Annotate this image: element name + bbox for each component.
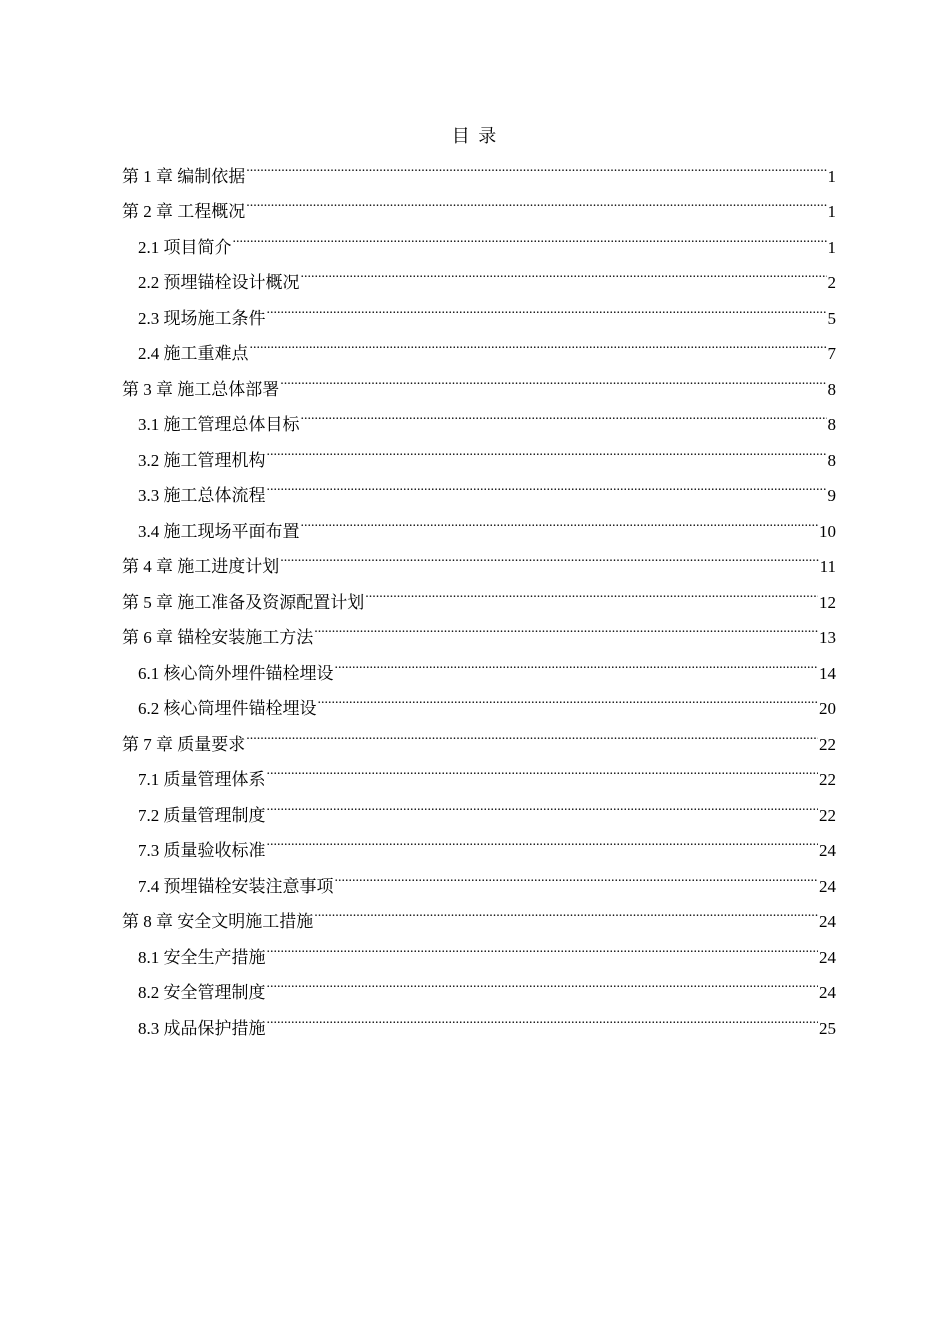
toc-dot-leader <box>267 998 819 1034</box>
toc-dot-leader <box>314 608 818 644</box>
toc-dot-leader <box>233 217 827 253</box>
toc-dot-leader <box>301 501 819 537</box>
toc-entry-page-number: 14 <box>819 663 836 683</box>
toc-entry-page-number: 13 <box>819 628 836 647</box>
toc-dot-leader <box>246 146 826 182</box>
toc-entry-page-number: 11 <box>819 557 836 576</box>
toc-entry-label: 7.3 质量验收标准 <box>138 841 266 860</box>
toc-entry-page-number: 25 <box>819 1018 836 1038</box>
toc-dot-leader <box>335 643 819 679</box>
toc-entry-label: 第 6 章 锚栓安装施工方法 <box>122 628 314 647</box>
toc-dot-leader <box>267 288 827 324</box>
toc-entry-label: 8.2 安全管理制度 <box>138 983 266 1002</box>
toc-entry-page-number: 8 <box>827 450 836 470</box>
toc-entry-label: 8.1 安全生产措施 <box>138 947 266 967</box>
toc-dot-leader <box>335 856 819 892</box>
toc-entry-label: 2.2 预埋锚栓设计概况 <box>138 273 300 292</box>
toc-entry-label: 2.3 现场施工条件 <box>138 308 266 328</box>
toc-dot-leader <box>267 466 827 502</box>
toc-dot-leader <box>267 927 819 963</box>
toc-entry-page-number: 24 <box>819 912 836 931</box>
toc-dot-leader <box>267 821 819 857</box>
toc-dot-leader <box>246 714 818 750</box>
toc-entry-label: 第 2 章 工程概况 <box>122 202 246 221</box>
toc-entry-label: 7.4 预埋锚栓安装注意事项 <box>138 876 334 896</box>
toc-entry-label: 7.1 质量管理体系 <box>138 770 266 789</box>
toc-dot-leader <box>318 679 819 715</box>
toc-entry-page-number: 22 <box>819 770 836 789</box>
toc-entry-page-number: 1 <box>827 237 836 257</box>
toc-entry-label: 3.3 施工总体流程 <box>138 486 266 505</box>
toc-entry-label: 6.1 核心筒外埋件锚栓埋设 <box>138 663 334 683</box>
toc-entry-label: 3.1 施工管理总体目标 <box>138 415 300 434</box>
toc-dot-leader <box>246 182 826 218</box>
toc-entry-label: 2.1 项目简介 <box>138 237 232 257</box>
toc-entry-label: 8.3 成品保护措施 <box>138 1018 266 1038</box>
toc-dot-leader <box>301 395 827 431</box>
toc-entry-page-number: 24 <box>819 841 836 860</box>
toc-entry-page-number: 1 <box>827 166 836 186</box>
toc-entry-label: 第 5 章 施工准备及资源配置计划 <box>122 592 365 612</box>
toc-dot-leader <box>301 253 827 289</box>
toc-entry-page-number: 5 <box>827 308 836 328</box>
toc-dot-leader <box>250 324 827 360</box>
toc-title: 目 录 <box>451 126 499 146</box>
toc-entry-page-number: 12 <box>819 592 836 612</box>
toc-entry-page-number: 10 <box>819 521 836 541</box>
toc-entry-label: 7.2 质量管理制度 <box>138 805 266 825</box>
toc-entry-label: 3.4 施工现场平面布置 <box>138 521 300 541</box>
toc-entry-page-number: 1 <box>827 202 836 221</box>
toc-entry-page-number: 20 <box>819 699 836 718</box>
toc-entry-page-number: 22 <box>819 805 836 825</box>
toc-entry-page-number: 7 <box>827 344 836 363</box>
toc-entry-label: 6.2 核心筒埋件锚栓埋设 <box>138 699 317 718</box>
toc-entry-page-number: 22 <box>819 734 836 754</box>
toc-entry-label: 第 8 章 安全文明施工措施 <box>122 912 314 931</box>
toc-entry-page-number: 24 <box>819 876 836 896</box>
toc-entry-label: 2.4 施工重难点 <box>138 344 249 363</box>
toc-dot-leader <box>267 963 819 999</box>
toc-entry[interactable] <box>122 146 836 186</box>
toc-entry-page-number: 2 <box>827 273 836 292</box>
toc-entry-label: 第 1 章 编制依据 <box>122 166 246 186</box>
toc-entry-label: 第 7 章 质量要求 <box>122 734 246 754</box>
toc-entry-label: 第 3 章 施工总体部署 <box>122 379 280 399</box>
toc-dot-leader <box>365 572 818 608</box>
toc-entry-page-number: 24 <box>819 947 836 967</box>
toc-entry-label: 3.2 施工管理机构 <box>138 450 266 470</box>
toc-entry-page-number: 8 <box>827 415 836 434</box>
toc-entry-label: 第 4 章 施工进度计划 <box>122 557 280 576</box>
toc-dot-leader <box>280 359 826 395</box>
toc-dot-leader <box>267 785 819 821</box>
toc-dot-leader <box>314 892 818 928</box>
toc-entry-page-number: 8 <box>827 379 836 399</box>
toc-entry-page-number: 9 <box>827 486 836 505</box>
table-of-contents <box>122 146 836 1038</box>
toc-entry-page-number: 24 <box>819 983 836 1002</box>
toc-dot-leader <box>267 430 827 466</box>
toc-dot-leader <box>267 750 819 786</box>
toc-dot-leader <box>280 537 818 573</box>
